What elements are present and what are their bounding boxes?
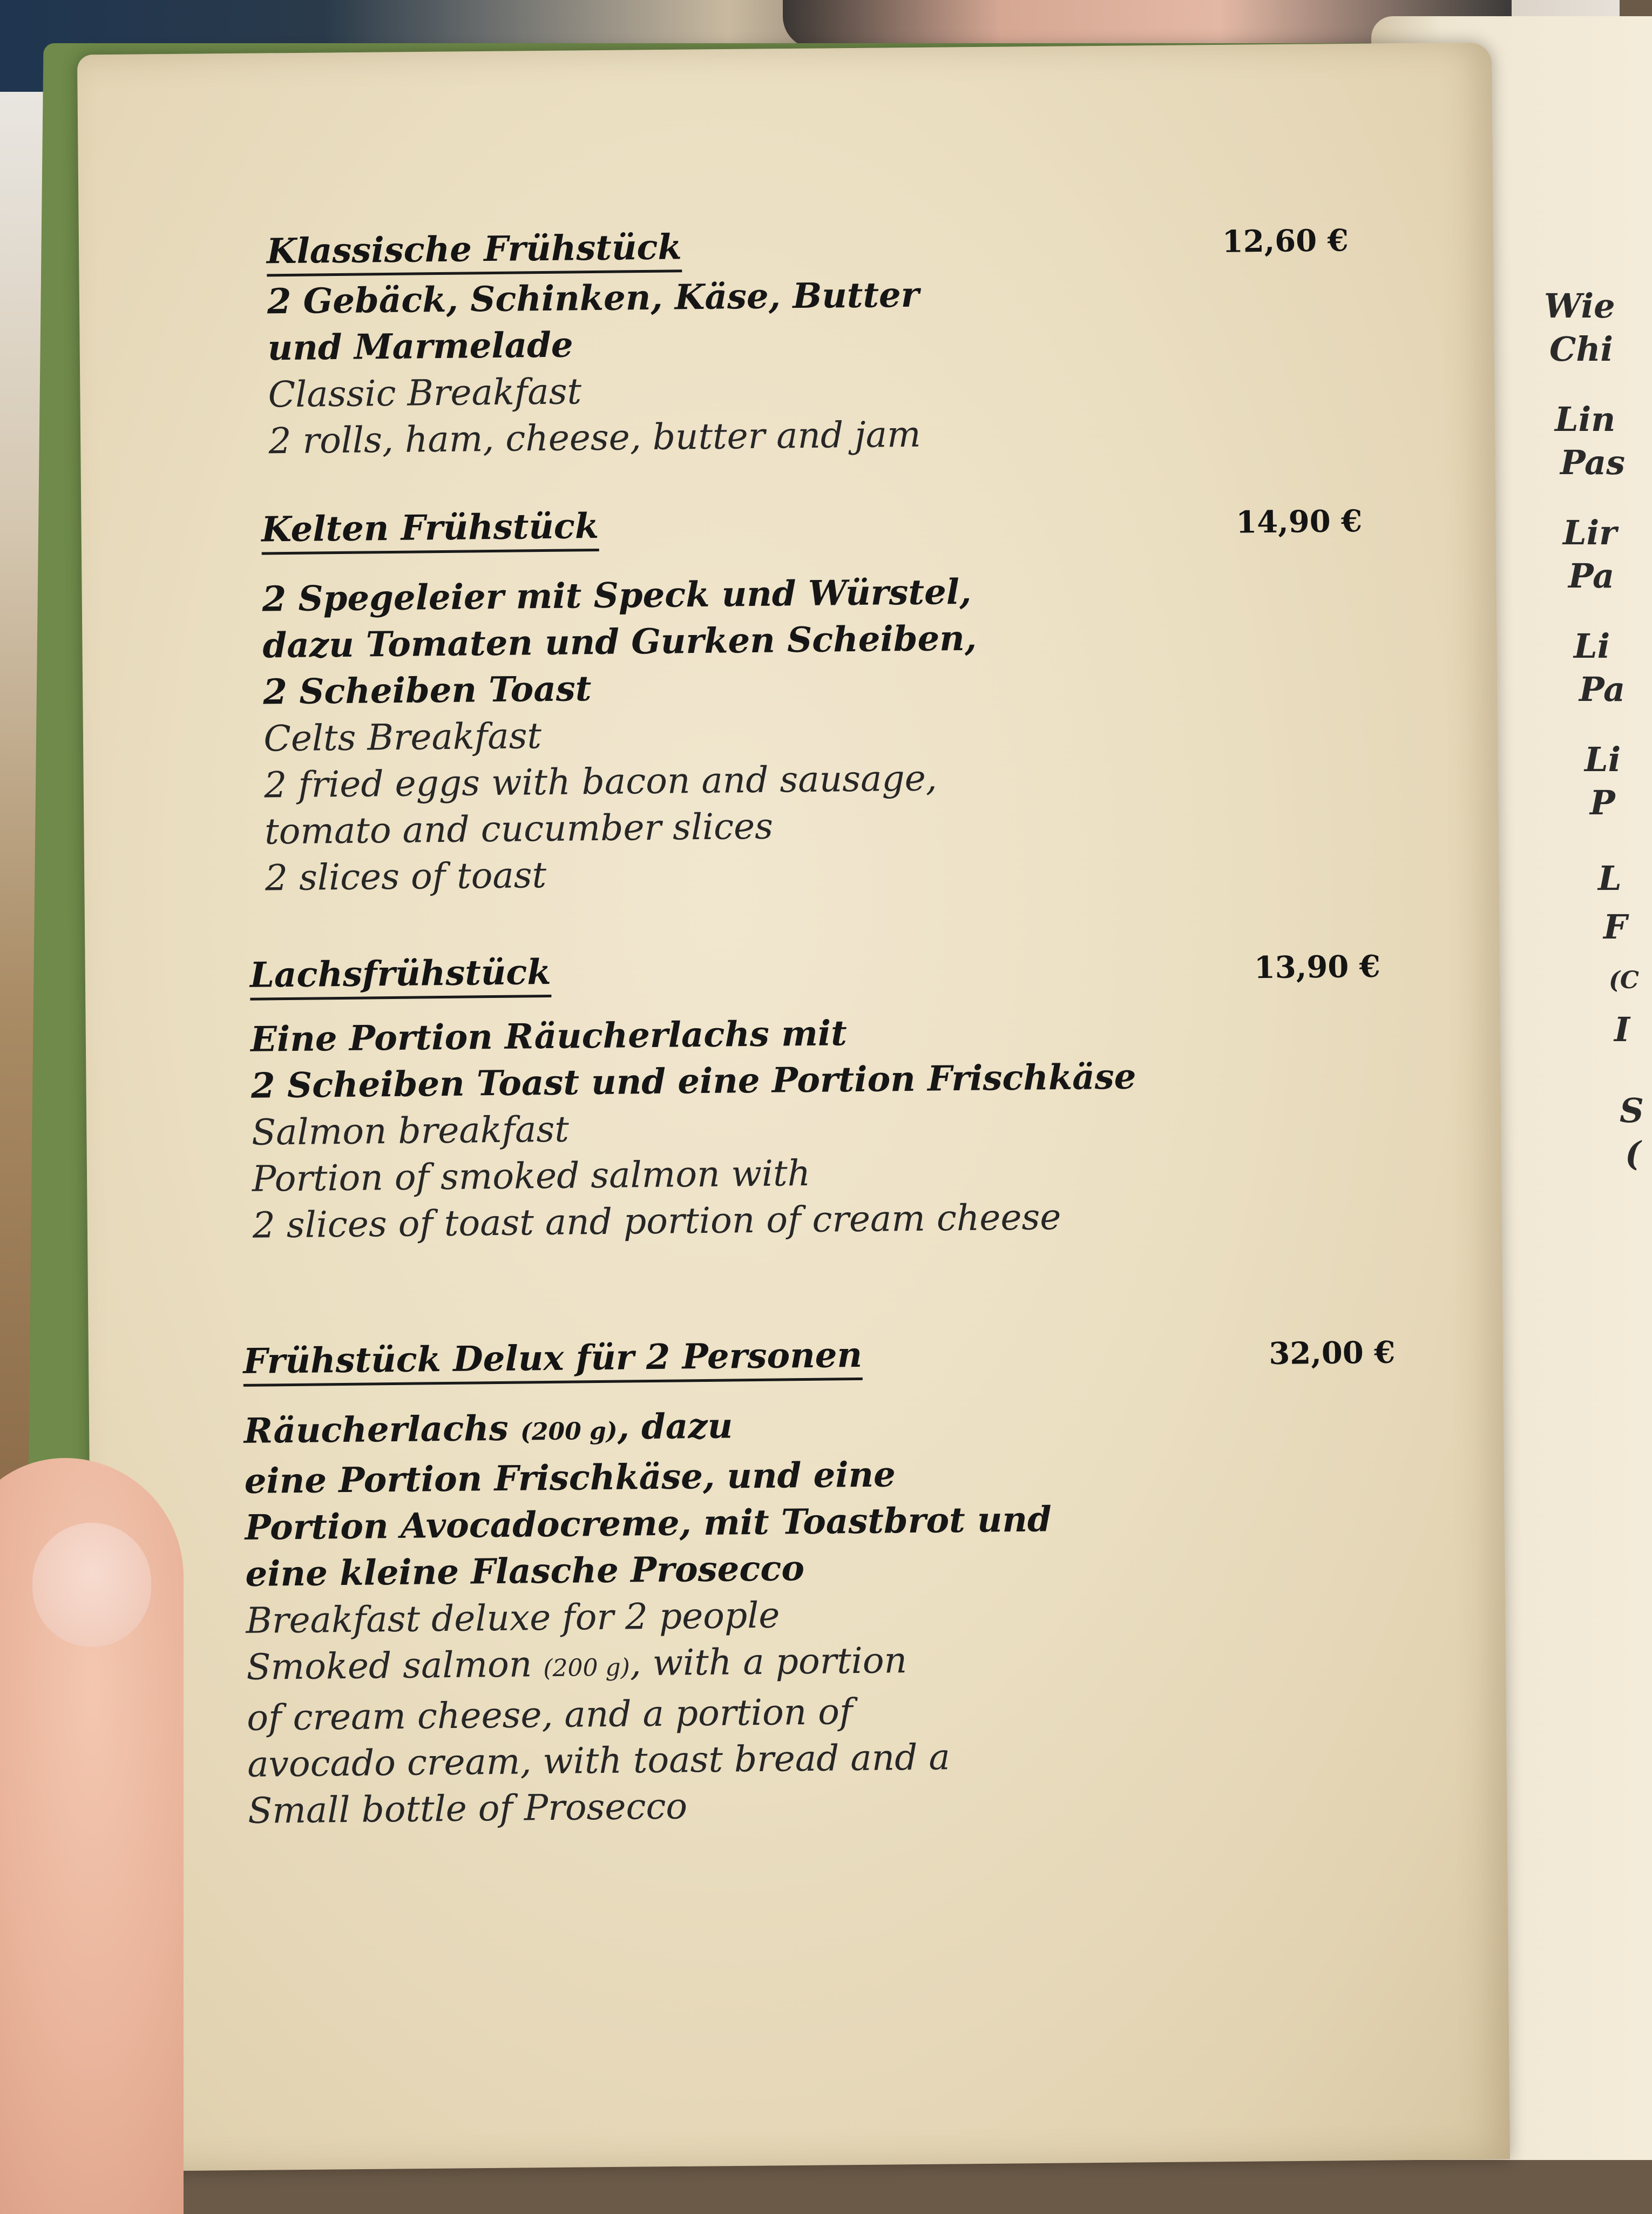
menu-item-text: , with a portion	[629, 1639, 908, 1684]
menu-item-price: 32,00 €	[1269, 1334, 1396, 1372]
menu-item-title: Kelten Frühstück	[261, 506, 599, 555]
menu-item-description-de: 2 Scheiben Toast und eine Portion Frischkäse	[250, 1056, 1136, 1106]
next-page-fragment: Lir	[1563, 513, 1617, 552]
next-page-fragment: Pas	[1560, 443, 1626, 482]
menu-item-description-en: 2 slices of toast	[265, 854, 547, 899]
next-page-fragment: Li	[1574, 626, 1610, 666]
menu-item-description-en: 2 fried eggs with bacon and sausage,	[263, 757, 938, 806]
next-page-fragment: Wie	[1544, 286, 1615, 326]
thumb-nail	[32, 1523, 151, 1647]
menu-item-description-en: of cream cheese, and a portion of	[246, 1691, 853, 1739]
menu-item-description-de: 2 Spegeleier mit Speck und Würstel,	[262, 571, 972, 620]
menu-item-description-en: avocado cream, with toast bread and a	[247, 1736, 951, 1785]
menu-item-classic-breakfast	[266, 225, 921, 465]
menu-item-text: Räucherlachs	[243, 1408, 509, 1452]
next-page-fragment: Lin	[1555, 400, 1616, 439]
next-page-fragment: F	[1603, 907, 1628, 947]
menu-item-description-en: tomato and cucumber slices	[264, 805, 774, 853]
menu-item-description-de: dazu Tomaten und Gurken Scheiben,	[262, 618, 977, 666]
menu-item-description-en: Classic Breakfast	[268, 370, 582, 416]
menu-item-description-de: eine Portion Frischkäse, und eine	[244, 1454, 896, 1502]
menu-item-weight: (200 g)	[543, 1653, 631, 1683]
menu-item-deluxe-breakfast	[243, 1333, 1055, 1834]
menu-item-description-en: 2 rolls, ham, cheese, butter and jam	[268, 413, 921, 462]
menu-item-text: , dazu	[617, 1406, 733, 1448]
next-page-fragment: (	[1625, 1134, 1641, 1173]
menu-item-text: Smoked salmon	[246, 1643, 532, 1688]
menu-item-description-de	[243, 1400, 1051, 1459]
next-page-fragment: Pa	[1579, 670, 1626, 709]
menu-item-price: 12,60 €	[1222, 222, 1349, 260]
menu-item-description-de: Eine Portion Räucherlachs mit	[250, 1013, 848, 1060]
menu-item-title: Klassische Frühstück	[266, 227, 682, 276]
menu-item-description-de: 2 Scheiben Toast	[263, 669, 592, 713]
next-page-fragment: L	[1598, 859, 1622, 898]
next-page-fragment: Pa	[1568, 556, 1615, 596]
menu-item-salmon-breakfast	[250, 946, 1138, 1249]
menu-item-price: 13,90 €	[1254, 948, 1381, 986]
menu-item-description-en: Salmon breakfast	[251, 1108, 570, 1153]
menu-item-description-en: Breakfast deluxe for 2 people	[246, 1594, 780, 1642]
menu-item-weight: (200 g)	[520, 1417, 618, 1446]
menu-item-description-en: 2 slices of toast and portion of cream cheese	[252, 1196, 1061, 1246]
menu-item-description-en: Small bottle of Prosecco	[247, 1785, 688, 1832]
next-page-fragment: (C	[1609, 967, 1639, 994]
menu-item-price: 14,90 €	[1235, 503, 1363, 541]
next-page-fragment: S	[1620, 1091, 1644, 1130]
menu-item-description-en: Celts Breakfast	[263, 715, 542, 760]
menu-item-description-de: und Marmelade	[267, 325, 573, 369]
menu-item-description-de: Portion Avocadocreme, mit Toastbrot und	[245, 1499, 1052, 1548]
menu-item-description-de: eine kleine Flasche Prosecco	[245, 1548, 805, 1595]
next-page-fragment: Chi	[1549, 329, 1613, 369]
menu-item-title: Lachsfrühstück	[250, 952, 552, 1001]
next-page-fragment: I	[1614, 1010, 1630, 1049]
next-page-fragment: P	[1590, 783, 1615, 822]
menu-item-celts-breakfast	[261, 502, 979, 902]
menu-item-description-de: 2 Gebäck, Schinken, Käse, Butter	[267, 274, 919, 322]
next-page-fragment: Li	[1585, 740, 1621, 779]
menu-item-title: Frühstück Delux für 2 Personen	[243, 1335, 862, 1387]
menu-item-description-en: Portion of smoked salmon with	[252, 1152, 811, 1200]
menu-item-description-en	[246, 1636, 1053, 1695]
